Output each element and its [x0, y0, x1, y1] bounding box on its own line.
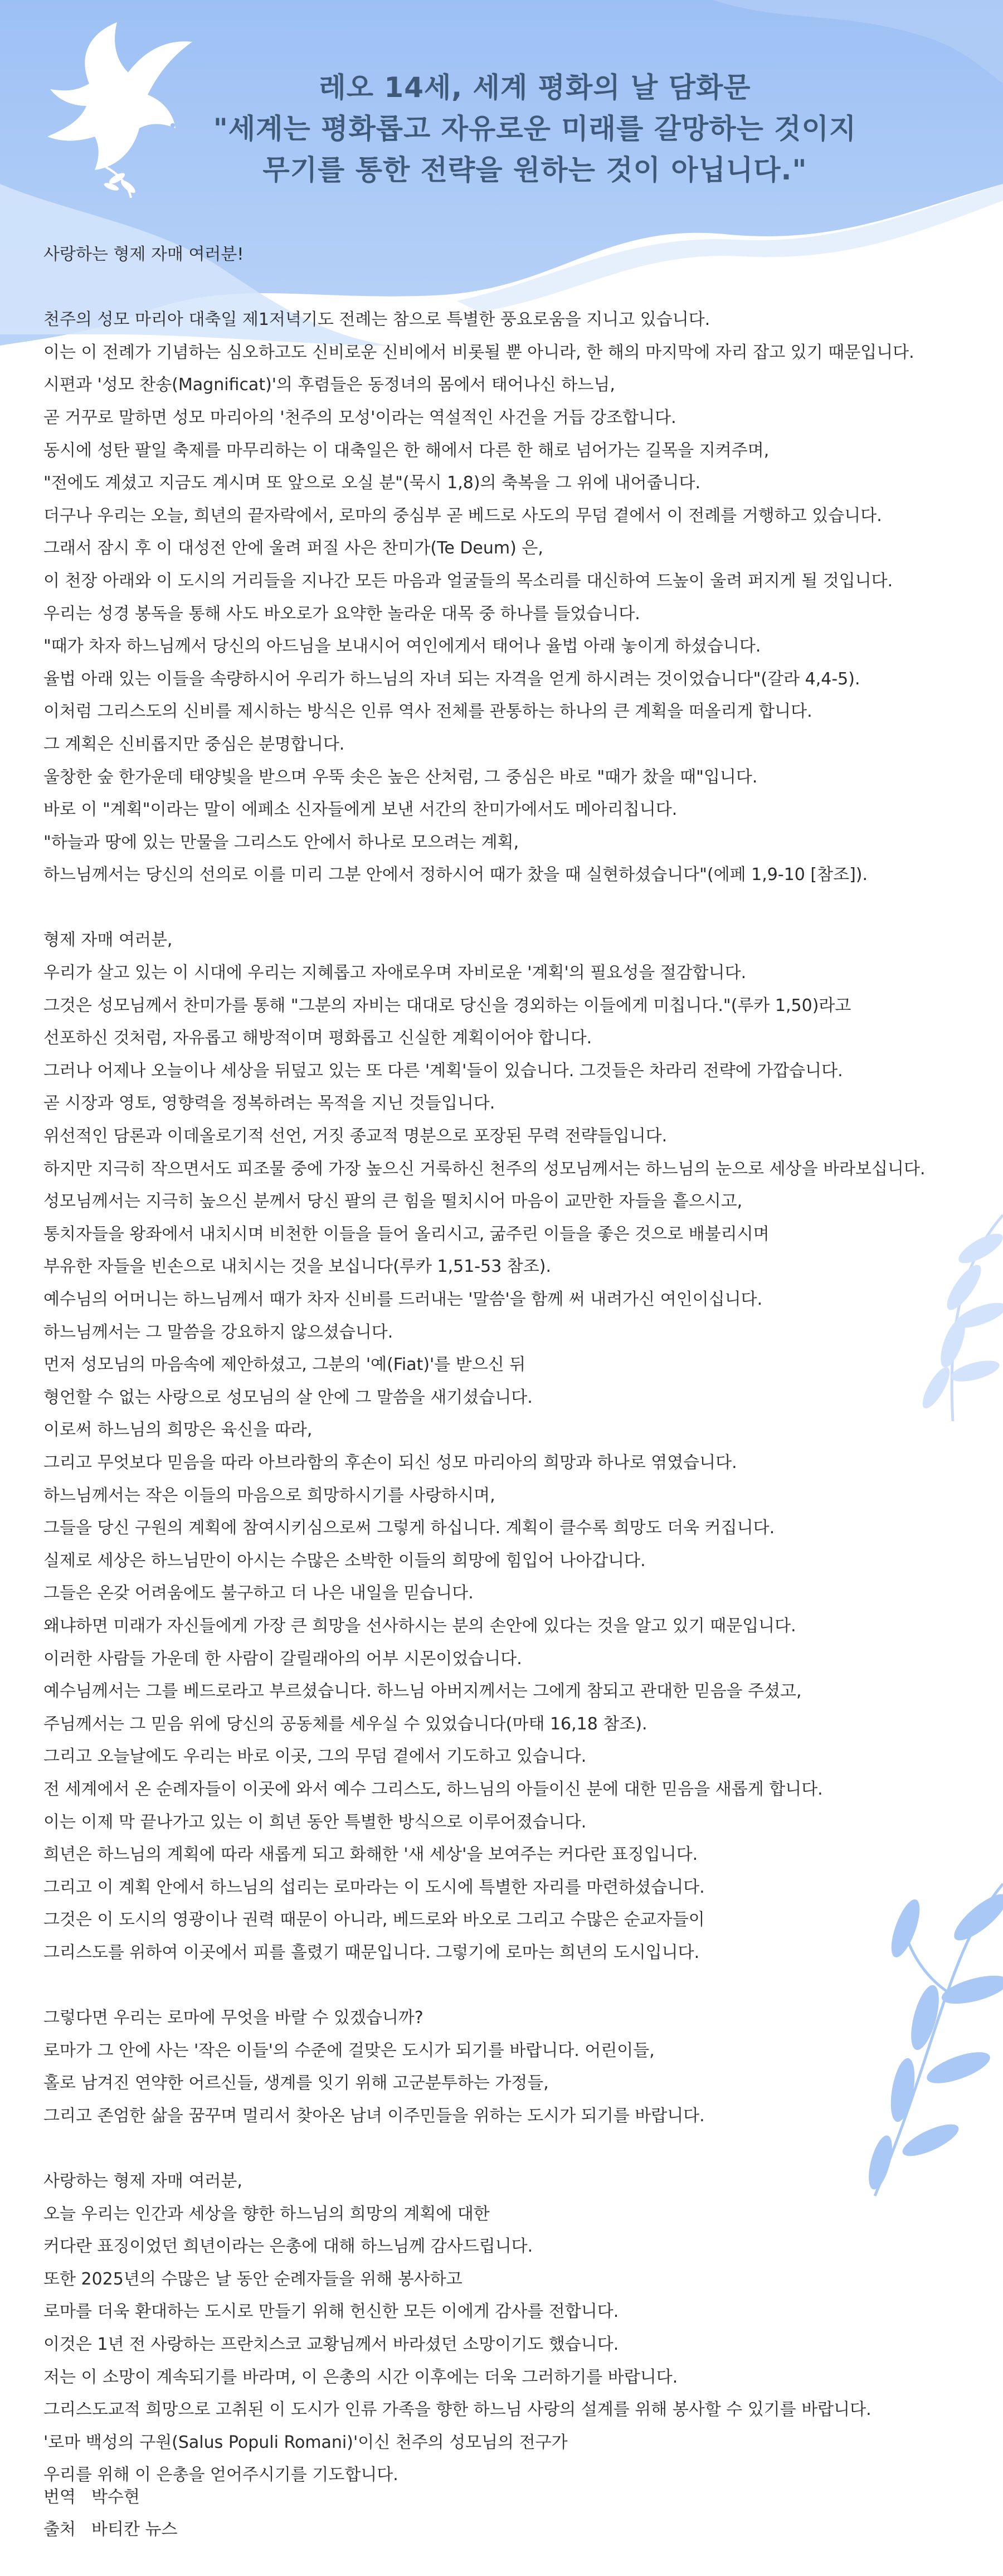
text-line: 왜냐하면 미래가 자신들에게 가장 큰 희망을 선사하시는 분의 손안에 있다는 것을 알고 있기 때문입니다.: [43, 1616, 796, 1636]
text-line: "전에도 계셨고 지금도 계시며 또 앞으로 오실 분"(묵시 1,8)의 축복을 그 위에 내어줍니다.: [43, 473, 701, 493]
text-line: 율법 아래 있는 이들을 속량하시어 우리가 하느님의 자녀 되는 자격을 얻게 하시려는 것이었습니다"(갈라 4,4-5).: [43, 669, 860, 689]
text-line: 커다란 표징이었던 희년이라는 은총에 대해 하느님께 감사드립니다.: [43, 2237, 533, 2257]
text-line: 더구나 우리는 오늘, 희년의 끝자락에서, 로마의 중심부 곧 베드로 사도의 무덤 곁에서 이 전례를 거행하고 있습니다.: [43, 506, 882, 526]
text-line: 주님께서는 그 믿음 위에 당신의 공동체를 세우실 수 있었습니다(마태 16,18 참조).: [43, 1714, 647, 1734]
text-line: 하느님께서는 그 말씀을 강요하지 않으셨습니다.: [43, 1322, 393, 1342]
text-line: 하느님께서는 작은 이들의 마음으로 희망하시기를 사랑하시며,: [43, 1485, 495, 1505]
text-line: 이는 이 전례가 기념하는 심오하고도 신비로운 신비에서 비롯될 뿐 아니라, 한 해의 마지막에 자리 잡고 있기 때문입니다.: [43, 342, 914, 362]
text-line: 하지만 지극히 작으면서도 피조물 중에 가장 높으신 거룩하신 천주의 성모님께서는 하느님의 눈으로 세상을 바라보십니다.: [43, 1159, 926, 1179]
text-line: 전 세계에서 온 순례자들이 이곳에 와서 예수 그리스도, 하느님의 아들이신 분에 대한 믿음을 새롭게 합니다.: [43, 1779, 823, 1799]
text-line: 사랑하는 형제 자매 여러분!: [43, 245, 244, 264]
text-line: 형언할 수 없는 사랑으로 성모님의 살 안에 그 말씀을 새기셨습니다.: [43, 1387, 533, 1407]
text-line: 홀로 남겨진 연약한 어르신들, 생계를 잇기 위해 고군분투하는 가정들,: [43, 2073, 549, 2093]
text-line: 예수님의 어머니는 하느님께서 때가 차자 신비를 드러내는 '말씀'을 함께 써 내려가신 여인이십니다.: [43, 1290, 763, 1309]
text-line: "하늘과 땅에 있는 만물을 그리스도 안에서 하나로 모으려는 계획,: [43, 832, 519, 852]
text-line: 부유한 자들을 빈손으로 내치시는 것을 보십니다(루카 1,51-53 참조).: [43, 1257, 552, 1277]
text-line: 그들을 당신 구원의 계획에 참여시키심으로써 그렇게 하십니다. 계획이 클수록 희망도 더욱 커집니다.: [43, 1518, 775, 1538]
text-line: 선포하신 것처럼, 자유롭고 해방적이며 평화롭고 신실한 계획이어야 합니다.: [43, 1028, 592, 1048]
text-line: 그 계획은 신비롭지만 중심은 분명합니다.: [43, 734, 345, 754]
paragraph: [43, 2002, 991, 2132]
paragraph: [43, 924, 991, 1969]
text-line: 곧 거꾸로 말하면 성모 마리아의 '천주의 모성'이라는 역설적인 사건을 거듭 강조합니다.: [43, 407, 676, 427]
text-line: 그리고 무엇보다 믿음을 따라 아브라함의 후손이 되신 성모 마리아의 희망과 하나로 엮였습니다.: [43, 1452, 737, 1472]
text-line: 곧 시장과 영토, 영향력을 정복하려는 목적을 지닌 것들입니다.: [43, 1093, 495, 1114]
text-line: 우리는 성경 봉독을 통해 사도 바오로가 요약한 놀라운 대목 중 하나를 들었습니다.: [43, 604, 640, 624]
text-line: "때가 차자 하느님께서 당신의 아드님을 보내시어 여인에게서 태어나 율법 아래 놓이게 하셨습니다.: [43, 636, 761, 657]
text-line: 그리스도교적 희망으로 고취된 이 도시가 인류 가족을 향한 하느님 사랑의 설계를 위해 봉사할 수 있기를 바랍니다.: [43, 2400, 871, 2420]
text-line: 저는 이 소망이 계속되기를 바라며, 이 은총의 시간 이후에는 더욱 그러하기를 바랍니다.: [43, 2367, 678, 2387]
title-block: [167, 67, 903, 191]
text-line: 하느님께서는 당신의 선의로 이를 미리 그분 안에서 정하시어 때가 찼을 때 실현하셨습니다"(에페 1,9-10 [참조]).: [43, 865, 868, 885]
paragraph-gap: [43, 2132, 991, 2165]
title-line-2: "세계는 평화롭고 자유로운 미래를 갈망하는 것이지: [213, 113, 857, 145]
source-label: 출처: [43, 2520, 76, 2539]
text-line: 먼저 성모님의 마음속에 제안하셨고, 그분의 '예(Fiat)'를 받으신 뒤: [43, 1355, 526, 1375]
text-line: 천주의 성모 마리아 대축일 제1저녁기도 전례는 참으로 특별한 풍요로움을 지니고 있습니다.: [43, 310, 710, 330]
title-line-1: 레오 14세, 세계 평화의 날 담화문: [319, 71, 751, 104]
text-line: 그리고 오늘날에도 우리는 바로 이곳, 그의 무덤 곁에서 기도하고 있습니다.: [43, 1747, 587, 1767]
text-line: 그렇다면 우리는 로마에 무엇을 바랄 수 있겠습니까?: [43, 2008, 423, 2028]
text-line: 이것은 1년 전 사랑하는 프란치스코 교황님께서 바라셨던 소망이기도 했습니다.: [43, 2335, 619, 2354]
text-line: 실제로 세상은 하느님만이 아시는 수많은 소박한 이들의 희망에 힘입어 나아갑니다.: [43, 1551, 646, 1571]
text-line: '로마 백성의 구원(Salus Populi Romani)'이신 천주의 성모님의 전구가: [43, 2432, 568, 2452]
text-line: 형제 자매 여러분,: [43, 930, 173, 950]
text-line: 또한 2025년의 수많은 날 동안 순례자들을 위해 봉사하고: [43, 2269, 462, 2289]
text-line: 그러나 어제나 오늘이나 세상을 뒤덮고 있는 또 다른 '계획'들이 있습니다. 그것들은 차라리 전략에 가깝습니다.: [43, 1061, 843, 1081]
text-line: 이로써 하느님의 희망은 육신을 따라,: [43, 1420, 313, 1440]
translator-label: 번역: [43, 2487, 76, 2507]
title-line-3: 무기를 통한 전략을 원하는 것이 아닙니다.": [262, 154, 807, 186]
text-line: 이 천장 아래와 이 도시의 거리들을 지나간 모든 마음과 얼굴들의 목소리를 대신하여 드높이 울려 퍼지게 될 것입니다.: [43, 571, 893, 591]
text-line: 통치자들을 왕좌에서 내치시며 비천한 이들을 들어 올리시고, 굶주린 이들을 좋은 것으로 배불리시며: [43, 1224, 770, 1244]
text-line: 이는 이제 막 끝나가고 있는 이 희년 동안 특별한 방식으로 이루어졌습니다.: [43, 1812, 587, 1832]
paragraph-gap: [43, 892, 991, 925]
paragraph-gap: [43, 1969, 991, 2002]
translator-name: 박수현: [91, 2487, 140, 2507]
text-line: 이러한 사람들 가운데 한 사람이 갈릴래아의 어부 시몬이었습니다.: [43, 1649, 522, 1669]
text-line: 희년은 하느님의 계획에 따라 새롭게 되고 화해한 '새 세상'을 보여주는 커다란 표징입니다.: [43, 1845, 698, 1865]
text-line: 울창한 숲 한가운데 태양빛을 받으며 우뚝 솟은 높은 산처럼, 그 중심은 바로 "때가 찼을 때"입니다.: [43, 767, 758, 787]
text-line: 이처럼 그리스도의 신비를 제시하는 방식은 인류 역사 전체를 관통하는 하나의 큰 계획을 떠올리게 합니다.: [43, 702, 812, 722]
text-line: 시편과 '성모 찬송(Magnificat)'의 후렴들은 동정녀의 몸에서 태어나신 하느님,: [43, 375, 615, 395]
credits: [43, 2481, 177, 2546]
text-line: 오늘 우리는 인간과 세상을 향한 하느님의 희망의 계획에 대한: [43, 2204, 490, 2224]
text-line: 그래서 잠시 후 이 대성전 안에 울려 퍼질 사은 찬미가(Te Deum) 은,: [43, 538, 543, 558]
text-line: 우리를 위해 이 은총을 얻어주시기를 기도합니다.: [43, 2465, 398, 2485]
translator-row: [43, 2481, 177, 2514]
text-line: 로마가 그 안에 사는 '작은 이들'의 수준에 걸맞은 도시가 되기를 바랍니다. 어린이들,: [43, 2040, 655, 2060]
text-line: 그리고 존엄한 삶을 꿈꾸며 멀리서 찾아온 남녀 이주민들을 위하는 도시가 되기를 바랍니다.: [43, 2106, 705, 2126]
text-line: 바로 이 "계획"이라는 말이 에페소 신자들에게 보낸 서간의 찬미가에서도 메아리칩니다.: [43, 800, 678, 820]
source-row: [43, 2514, 177, 2546]
source-name: 바티칸 뉴스: [91, 2520, 178, 2539]
text-line: 그것은 이 도시의 영광이나 권력 때문이 아니라, 베드로와 바오로 그리고 수많은 순교자들이: [43, 1910, 705, 1930]
text-line: 그들은 온갖 어려움에도 불구하고 더 나은 내일을 믿습니다.: [43, 1583, 474, 1603]
text-line: 성모님께서는 지극히 높으신 분께서 당신 팔의 큰 힘을 떨치시어 마음이 교만한 자들을 흩으시고,: [43, 1192, 743, 1212]
text-line: 로마를 더욱 환대하는 도시로 만들기 위해 헌신한 모든 이에게 감사를 전합니다.: [43, 2302, 619, 2322]
paragraph: [43, 304, 991, 892]
paragraph: [43, 239, 991, 271]
message-body: [43, 239, 991, 2492]
text-line: 예수님께서는 그를 베드로라고 부르셨습니다. 하느님 아버지께서는 그에게 참되고 관대한 믿음을 주셨고,: [43, 1681, 802, 1702]
text-line: 위선적인 담론과 이데올로기적 선언, 거짓 종교적 명분으로 포장된 무력 전략들입니다.: [43, 1126, 668, 1146]
text-line: 그리고 이 계획 안에서 하느님의 섭리는 로마라는 이 도시에 특별한 자리를 마련하셨습니다.: [43, 1877, 705, 1897]
text-line: 사랑하는 형제 자매 여러분,: [43, 2171, 242, 2191]
text-line: 그것은 성모님께서 찬미가를 통해 "그분의 자비는 대대로 당신을 경외하는 이들에게 미칩니다."(루카 1,50)라고: [43, 995, 851, 1015]
paragraph: [43, 2165, 991, 2492]
text-line: 우리가 살고 있는 이 시대에 우리는 지혜롭고 자애로우며 자비로운 '계획'의 필요성을 절감합니다.: [43, 963, 747, 983]
text-line: 동시에 성탄 팔일 축제를 마무리하는 이 대축일은 한 해에서 다른 한 해로 넘어가는 길목을 지켜주며,: [43, 440, 770, 460]
text-line: 그리스도를 위하여 이곳에서 피를 흘렸기 때문입니다. 그렇기에 로마는 희년의 도시입니다.: [43, 1942, 700, 1962]
paragraph-gap: [43, 271, 991, 304]
